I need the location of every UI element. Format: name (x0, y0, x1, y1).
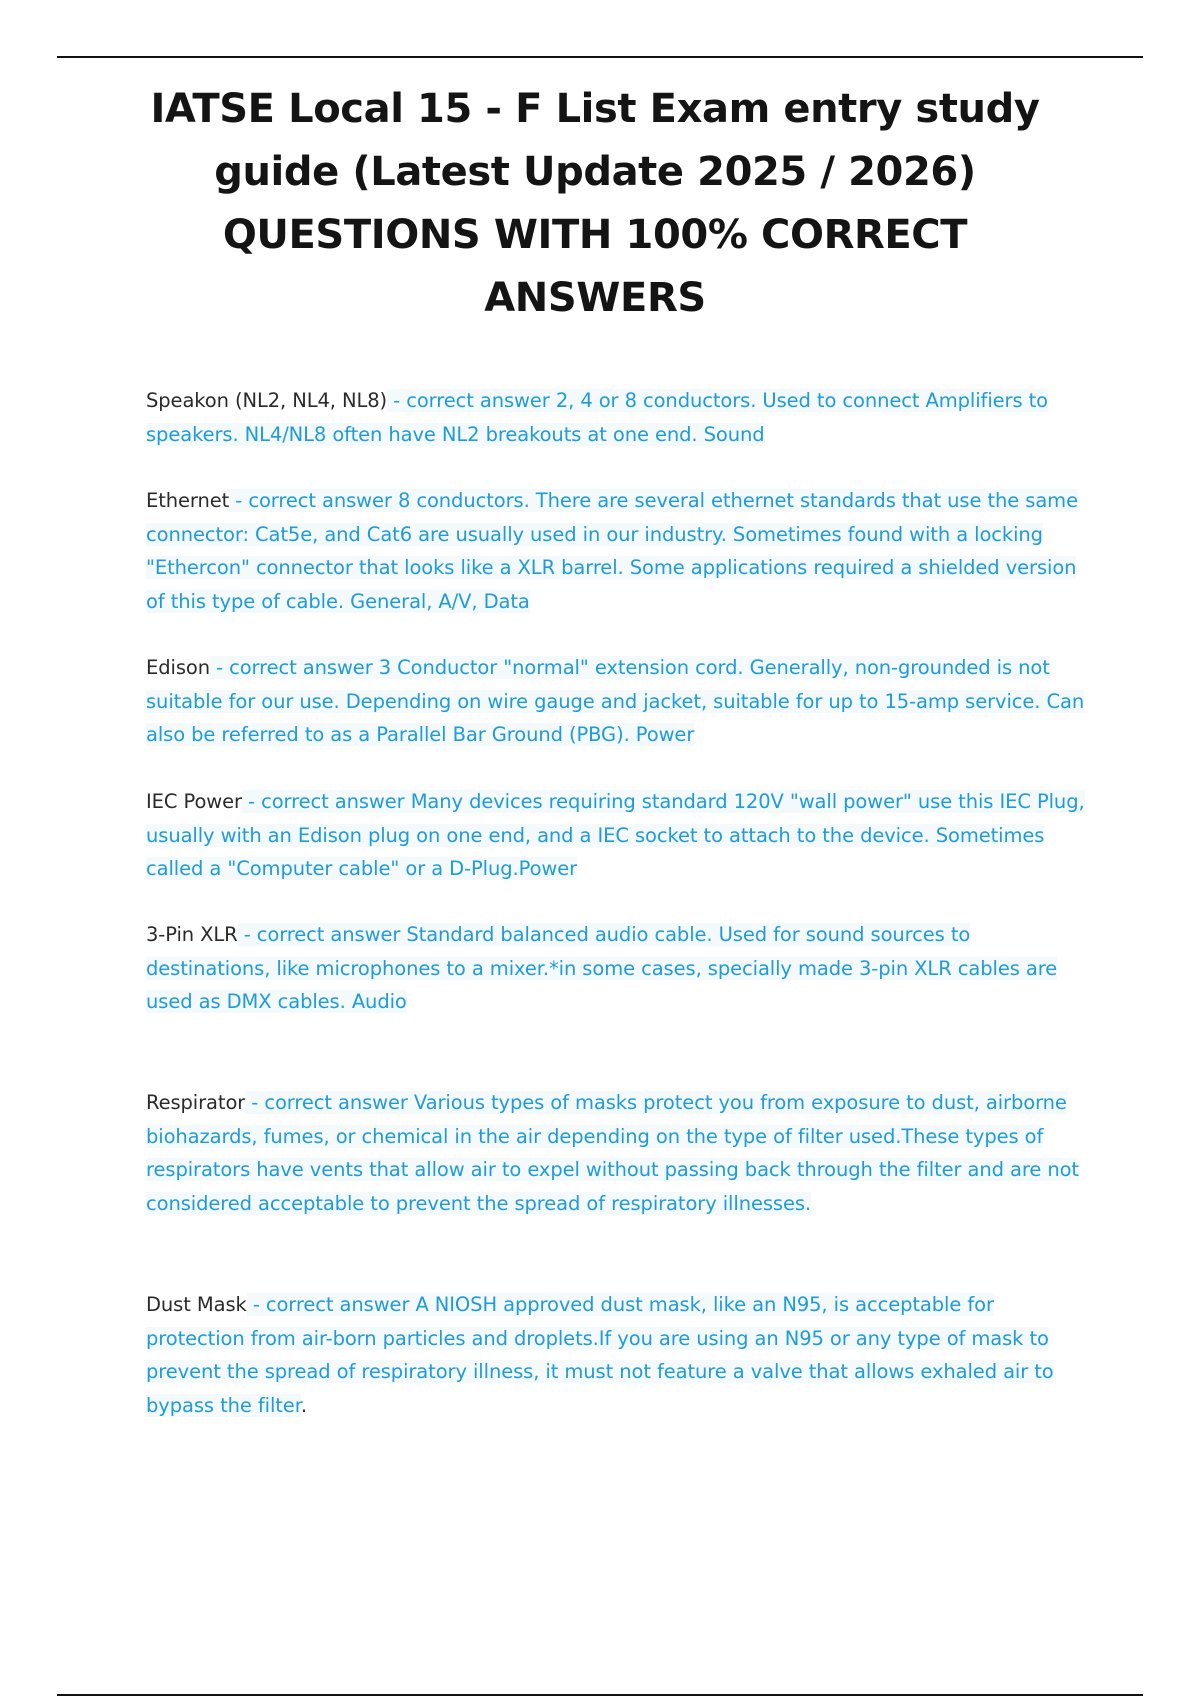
qa-entry-ethernet (146, 484, 1096, 618)
qa-answer: - correct answer A NIOSH approved dust mask, like an N95, is acceptable for protection from air-born particles and droplets.If you are using an N95 or any type of mask to prevent the spread of respiratory illness, it must not feature a valve that allows exhaled air to bypass the filter (146, 1293, 1054, 1417)
qa-entry-edison (146, 651, 1096, 752)
qa-term: 3-Pin XLR (146, 923, 238, 946)
qa-entry-dust-mask (146, 1288, 1096, 1422)
qa-entry-speakon (146, 384, 1096, 451)
bottom-rule (57, 1694, 1143, 1696)
qa-entry-respirator (146, 1086, 1096, 1220)
qa-entry-3pin-xlr (146, 918, 1096, 1019)
qa-term: IEC Power (146, 790, 242, 813)
qa-trailing-period: . (300, 1393, 307, 1417)
page-title: IATSE Local 15 - F List Exam entry study guide (Latest Update 2025 / 2026) QUESTIONS WITH 100% CORRECT ANSWERS (150, 86, 1040, 321)
qa-answer: - correct answer Various types of masks protect you from exposure to dust, airborne biohazards, fumes, or chemical in the air depending on the type of filter used.These types of respirators have vents that allow air to expel without passing back through the filter and are not considered acceptable to prevent the spread of respiratory illnesses. (146, 1091, 1079, 1215)
qa-answer: - correct answer 8 conductors. There are several ethernet standards that use the same connector: Cat5e, and Cat6 are usually used in our industry. Sometimes found with a locking "Ethercon" connector that looks like a XLR barrel. Some applications required a shielded version of this type of cable. General, A/V, Data (146, 489, 1078, 613)
qa-term: Speakon (NL2, NL4, NL8) (146, 389, 388, 412)
qa-term: Edison (146, 656, 210, 679)
qa-term: Ethernet (146, 489, 230, 512)
qa-term: Respirator (146, 1091, 246, 1114)
qa-term: Dust Mask (146, 1293, 247, 1316)
top-rule (57, 56, 1143, 58)
qa-answer: - correct answer Many devices requiring standard 120V "wall power" use this IEC Plug, usually with an Edison plug on one end, and a IEC socket to attach to the device. Sometimes called a "Computer cable" or a D-Plug.Power (146, 790, 1085, 880)
qa-answer: - correct answer 2, 4 or 8 conductors. Used to connect Amplifiers to speakers. NL4/NL8 often have NL2 breakouts at one end. Sound (146, 389, 1048, 446)
qa-answer: - correct answer 3 Conductor "normal" extension cord. Generally, non-grounded is not suitable for our use. Depending on wire gauge and jacket, suitable for up to 15-amp service. Can also be referred to as a Parallel Bar Ground (PBG). Power (146, 656, 1085, 746)
qa-answer: - correct answer Standard balanced audio cable. Used for sound sources to destinations, like microphones to a mixer.*in some cases, specially made 3-pin XLR cables are used as DMX cables. Audio (146, 923, 1058, 1013)
qa-entry-iec-power (146, 785, 1096, 886)
